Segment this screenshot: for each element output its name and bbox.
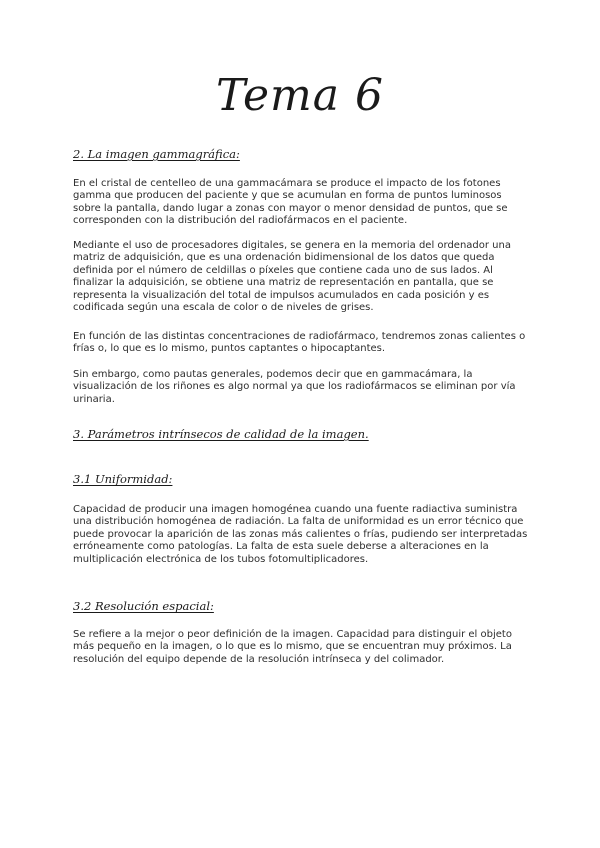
section-heading-imagen-gammagrafica: 2. La imagen gammagráfica: (73, 147, 240, 161)
section-heading-resolucion-espacial: 3.2 Resolución espacial: (73, 599, 214, 613)
paragraph-procesadores-digitales: Mediante el uso de procesadores digitales, se genera en la memoria del ordenador una matriz de adquisición, que es una ordenación bidimensional de los datos que queda definida por el número de celdillas o píxeles que contiene cada uno de sus lados. Al finalizar la adquisición, se obtiene una matriz de representación en pantalla, que se representa la visualización del total de impulsos acumulados en cada posición y es codificada según una escala de color o de niveles de grises. (73, 240, 511, 314)
section-heading-uniformidad: 3.1 Uniformidad: (73, 472, 173, 486)
page-title: Tema 6 (216, 70, 384, 121)
paragraph-pautas-generales: Sin embargo, como pautas generales, podemos decir que en gammacámara, la visualización de los riñones es algo normal ya que los radiofármacos se eliminan por vía urinaria. (73, 369, 516, 405)
paragraph-uniformidad: Capacidad de producir una imagen homogénea cuando una fuente radiactiva suministra una distribución homogénea de radiación. La falta de uniformidad es un error técnico que puede provocar la aparición de las zonas más calientes o frías, pudiendo ser interpretadas erróneamente como patologías. La falta de esta suele deberse a alteraciones en la multiplicación electrónica de los tubos fotomultiplicadores. (73, 504, 528, 565)
paragraph-cristal-centelleo: En el cristal de centelleo de una gammacámara se produce el impacto de los fotones gamma que producen del paciente y que se acumulan en forma de puntos luminosos sobre la pantalla, dando lugar a zonas con mayor o menor densidad de puntos, que se corresponden con la distribución del radiofármacos en el paciente. (73, 178, 508, 227)
section-heading-parametros: 3. Parámetros intrínsecos de calidad de la imagen. (73, 427, 369, 441)
paragraph-resolucion-espacial: Se refiere a la mejor o peor definición de la imagen. Capacidad para distinguir el objeto más pequeño en la imagen, o lo que es lo mismo, que se encuentran muy próximos. La resolución del equipo depende de la resolución intrínseca y del colimador. (73, 629, 512, 665)
paragraph-concentraciones: En función de las distintas concentraciones de radiofármaco, tendremos zonas calientes o frías o, lo que es lo mismo, puntos captantes o hipocaptantes. (73, 331, 526, 355)
